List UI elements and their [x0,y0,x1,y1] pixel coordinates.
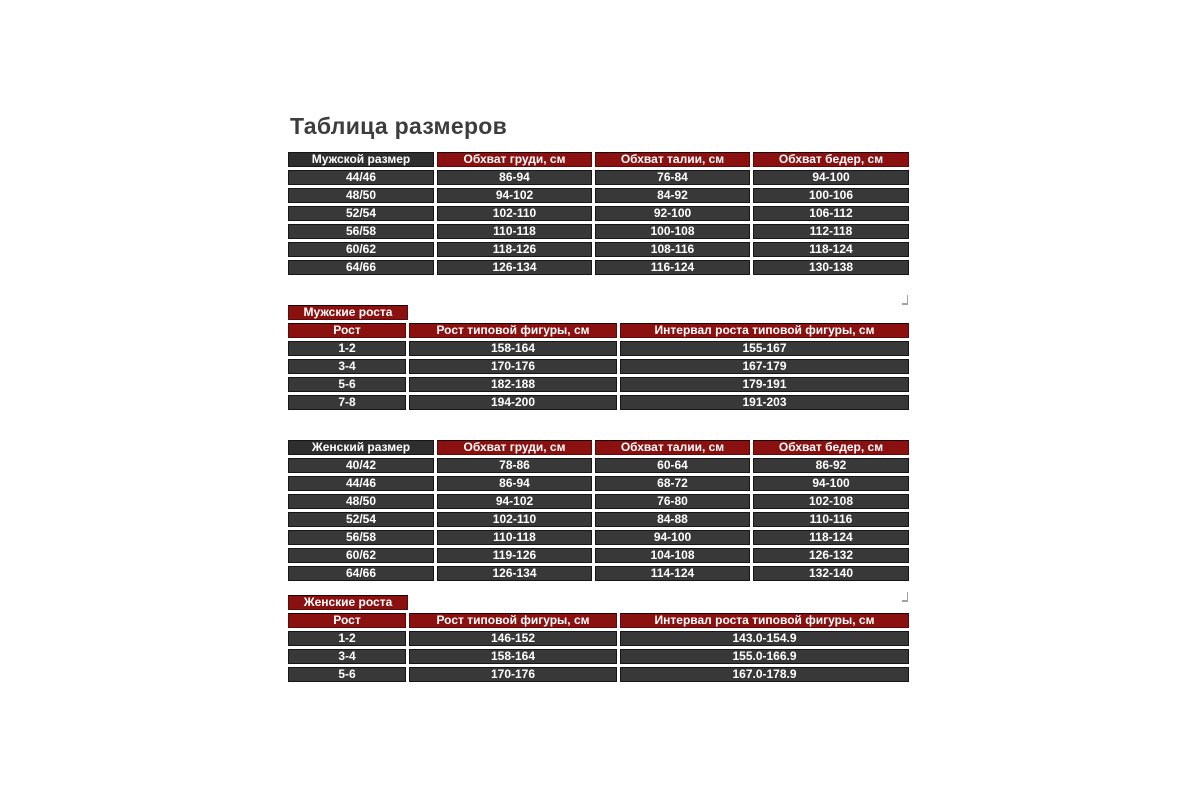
table-cell: 194-200 [409,395,617,410]
table-cell: 110-118 [437,224,592,239]
column-header: Обхват бедер, см [753,152,909,167]
table-cell: 112-118 [753,224,909,239]
table-cell: 114-124 [595,566,750,581]
table-cell: 116-124 [595,260,750,275]
table-cell: 56/58 [288,224,434,239]
table-corner-artifact [902,592,908,602]
column-header: Интервал роста типовой фигуры, см [620,323,909,338]
table-cell: 170-176 [409,667,617,682]
table-cell: 130-138 [753,260,909,275]
table-cell: 94-102 [437,188,592,203]
page-title: Таблица размеров [290,113,508,139]
table-cell: 155-167 [620,341,909,356]
table-cell: 106-112 [753,206,909,221]
table-cell: 102-110 [437,206,592,221]
table-cell: 146-152 [409,631,617,646]
column-header: Рост [288,613,406,628]
table-cell: 126-134 [437,566,592,581]
table-cell: 44/46 [288,170,434,185]
column-header: Обхват груди, см [437,152,592,167]
table-cell: 48/50 [288,188,434,203]
table-cell: 56/58 [288,530,434,545]
table-cell: 110-116 [753,512,909,527]
table-cell: 182-188 [409,377,617,392]
table-cell: 110-118 [437,530,592,545]
column-header: Рост типовой фигуры, см [409,613,617,628]
table-cell: 60/62 [288,242,434,257]
men-sizes-table [288,152,912,275]
table-cell: 7-8 [288,395,406,410]
table-cell: 84-92 [595,188,750,203]
column-header: Мужской размер [288,152,434,167]
table-cell: 76-80 [595,494,750,509]
table-cell: 52/54 [288,206,434,221]
table-cell: 94-100 [753,170,909,185]
table-cell: 143.0-154.9 [620,631,909,646]
table-cell: 167.0-178.9 [620,667,909,682]
table-cell: 92-100 [595,206,750,221]
table-cell: 52/54 [288,512,434,527]
table-cell: 94-100 [595,530,750,545]
table-cell: 155.0-166.9 [620,649,909,664]
table-cell: 44/46 [288,476,434,491]
table-cell: 1-2 [288,341,406,356]
table-cell: 76-84 [595,170,750,185]
table-cell: 132-140 [753,566,909,581]
table-cell: 60-64 [595,458,750,473]
table-cell: 40/42 [288,458,434,473]
column-header: Обхват бедер, см [753,440,909,455]
table-cell: 102-108 [753,494,909,509]
column-header: Обхват талии, см [595,440,750,455]
table-cell: 94-102 [437,494,592,509]
table-cell: 158-164 [409,341,617,356]
table-cell: 191-203 [620,395,909,410]
table-corner-artifact [902,295,908,305]
men-heights-table [288,323,912,410]
table-cell: 3-4 [288,359,406,374]
table-cell: 86-94 [437,476,592,491]
women-sizes-table [288,440,912,581]
table-cell: 78-86 [437,458,592,473]
men-heights-caption: Мужские роста [288,305,408,320]
table-cell: 118-124 [753,530,909,545]
table-cell: 48/50 [288,494,434,509]
table-cell: 126-132 [753,548,909,563]
table-cell: 118-126 [437,242,592,257]
column-header: Интервал роста типовой фигуры, см [620,613,909,628]
table-cell: 167-179 [620,359,909,374]
table-cell: 158-164 [409,649,617,664]
table-cell: 68-72 [595,476,750,491]
table-cell: 5-6 [288,377,406,392]
table-cell: 64/66 [288,260,434,275]
column-header: Обхват груди, см [437,440,592,455]
table-cell: 102-110 [437,512,592,527]
table-cell: 170-176 [409,359,617,374]
table-cell: 118-124 [753,242,909,257]
column-header: Женский размер [288,440,434,455]
table-cell: 5-6 [288,667,406,682]
column-header: Рост типовой фигуры, см [409,323,617,338]
column-header: Рост [288,323,406,338]
table-cell: 84-88 [595,512,750,527]
table-cell: 3-4 [288,649,406,664]
women-heights-table [288,613,912,682]
table-cell: 179-191 [620,377,909,392]
women-heights-caption: Женские роста [288,595,408,610]
table-cell: 86-94 [437,170,592,185]
table-cell: 100-106 [753,188,909,203]
table-cell: 64/66 [288,566,434,581]
table-cell: 1-2 [288,631,406,646]
column-header: Обхват талии, см [595,152,750,167]
table-cell: 108-116 [595,242,750,257]
table-cell: 104-108 [595,548,750,563]
table-cell: 100-108 [595,224,750,239]
table-cell: 126-134 [437,260,592,275]
table-cell: 60/62 [288,548,434,563]
table-cell: 94-100 [753,476,909,491]
table-cell: 86-92 [753,458,909,473]
table-cell: 119-126 [437,548,592,563]
